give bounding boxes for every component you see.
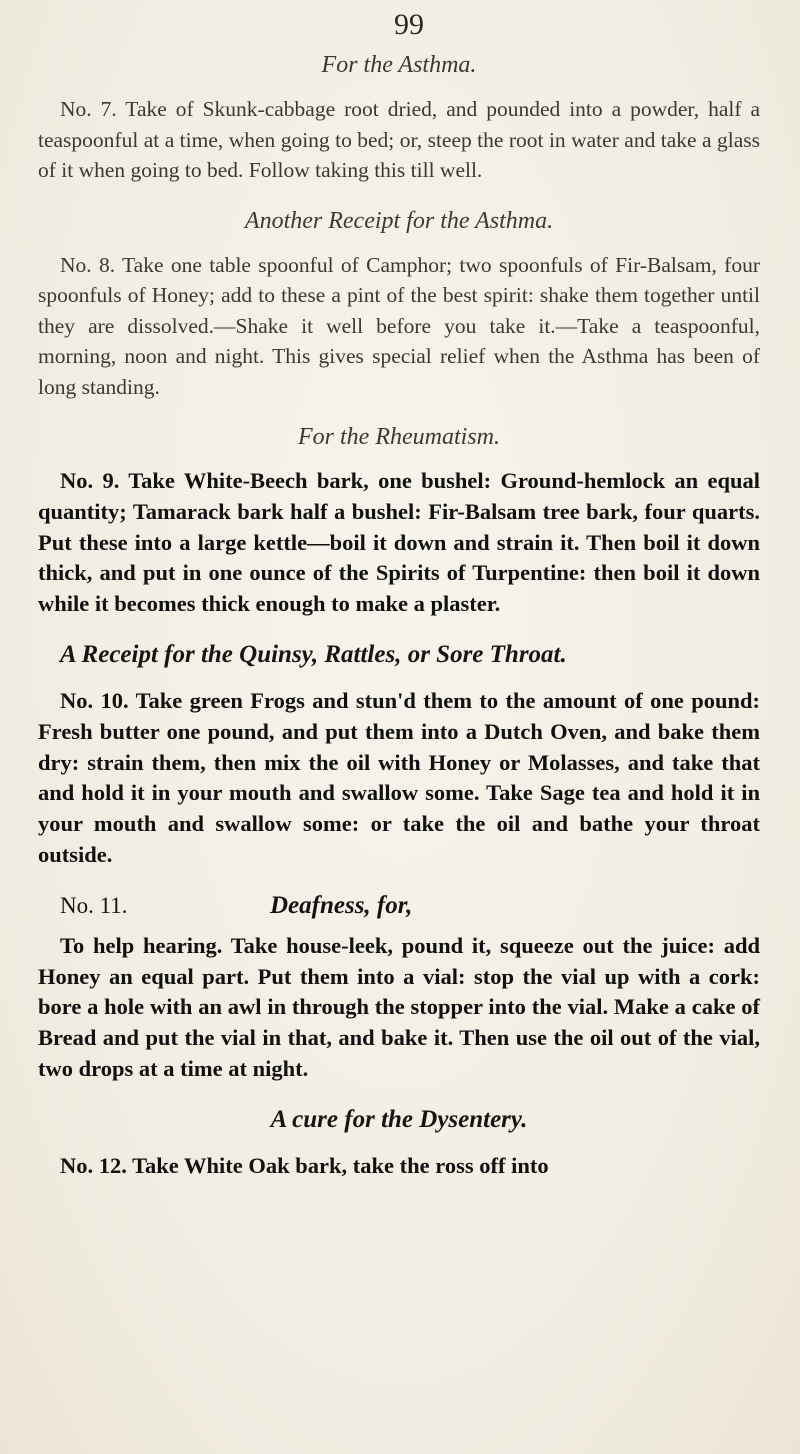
section-heading-quinsy: A Receipt for the Quinsy, Rattles, or Sore Throat. xyxy=(60,640,567,668)
recipe-no-10: No. 10. Take green Frogs and stun'd them to the amount of one pound: Fresh butter one pound, and put them into a Dutch Oven, and bake them dry: strain them, then mix the oil with Honey or Molasses, and take that and hold it in your mouth and swallow some. Take Sage tea and hold it in your mouth and swallow some: or take the oil and bathe your throat outside. xyxy=(38,687,760,867)
recipe-no-12: No. 12. Take White Oak bark, take the ross off into xyxy=(60,1152,549,1178)
section-heading-dysentery: A cure for the Dysentery. xyxy=(270,1105,528,1133)
recipe-no-11: To help hearing. Take house-leek, pound it, squeeze out the juice: add Honey an equal part. Put them into a vial: stop the vial up with a cork: bore a hole with an awl in through the stopper into the vial. Make a cake of Bread and put the vial in that, and bake it. Then use the oil out of the vial, two drops at a time at night. xyxy=(38,932,760,1081)
section-heading-asthma: For the Asthma. xyxy=(321,52,477,78)
section-heading-deafness-row xyxy=(38,891,760,921)
spacer xyxy=(38,921,760,931)
recipe-number-11: No. 11. xyxy=(60,892,128,918)
recipe-no-7: No. 7. Take of Skunk-cabbage root dried, and pounded into a powder, half a teaspoonful at a time, when going to bed; or, steep the root in water and take a glass of it when going to bed. Follow taking this till well. xyxy=(38,97,760,182)
recipe-no-8: No. 8. Take one table spoonful of Camphor; two spoonfuls of Fir-Balsam, four spoonfuls of Honey; add to these a pint of the best spirit: shake them together until they are dissolved.—Shake it well before you take it.—Take a teaspoonful, morning, noon and night. This gives special relief when the Asthma has been of long standing. xyxy=(38,252,760,399)
recipe-no-9: No. 9. Take White-Beech bark, one bushel: Ground-hemlock an equal quantity; Tamarack bark half a bushel: Fir-Balsam tree bark, four quarts. Put these into a large kettle—boil it down and strain it. Then boil it down thick, and put in one ounce of the Spirits of Turpentine: then boil it down while it becomes thick enough to make a plaster. xyxy=(38,468,760,617)
section-heading-rheumatism: For the Rheumatism. xyxy=(298,424,500,450)
page-number: 99 xyxy=(394,8,424,41)
section-heading-asthma-another: Another Receipt for the Asthma. xyxy=(244,207,554,234)
section-heading-deafness: Deafness, for, xyxy=(270,891,413,919)
